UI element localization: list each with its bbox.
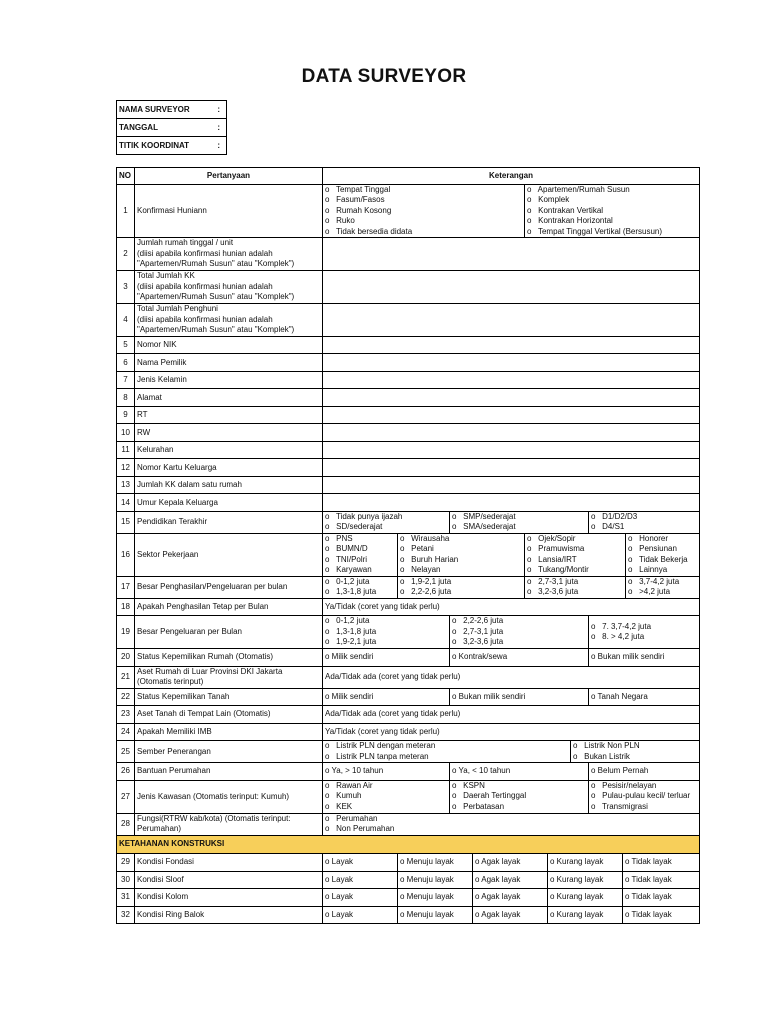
table-row [117, 371, 700, 389]
table-row [117, 494, 700, 512]
row-number: 1 [117, 185, 135, 238]
row-number: 30 [117, 871, 135, 889]
row-question: Kondisi Fondasi [135, 854, 323, 872]
row-question: Jumlah KK dalam satu rumah [135, 476, 323, 494]
table-row [117, 666, 700, 688]
option-group[interactable]: o Listrik Non PLN o Bukan Listrik [571, 741, 700, 763]
option-item[interactable]: o Agak layak [473, 906, 548, 924]
table-row [117, 336, 700, 354]
option-group[interactable]: o Tempat Tinggal o Fasum/Fasos o Rumah Kosong o Ruko o Tidak bersedia didata [323, 185, 525, 238]
row-question: Nama Pemilik [135, 354, 323, 372]
row-question: Jenis Kawasan (Otomatis terinput: Kumuh) [135, 780, 323, 813]
table-row [117, 237, 700, 270]
option-item[interactable]: o Kurang layak [548, 871, 623, 889]
row-question: Aset Rumah di Luar Provinsi DKI Jakarta (Otomatis terinput) [135, 666, 323, 688]
table-row [117, 616, 700, 649]
table-header [117, 168, 700, 185]
answer-field[interactable] [323, 424, 700, 442]
answer-field[interactable] [323, 270, 700, 303]
row-question: Apakah Memiliki IMB [135, 723, 323, 741]
row-question: Pendidikan Terakhir [135, 511, 323, 533]
answer-text[interactable]: Ada/Tidak ada (coret yang tidak perlu) [323, 706, 700, 724]
row-question: Status Kepemilikan Tanah [135, 688, 323, 706]
row-question: Sektor Pekerjaan [135, 533, 323, 576]
row-question: Sember Penerangan [135, 741, 323, 763]
row-question: Besar Penghasilan/Pengeluaran per bulan [135, 576, 323, 598]
option-item[interactable]: o Layak [323, 871, 398, 889]
row-number: 5 [117, 336, 135, 354]
row-number: 10 [117, 424, 135, 442]
answer-field[interactable] [323, 494, 700, 512]
info-label: TANGGAL : [117, 119, 227, 137]
option-item[interactable]: o Agak layak [473, 871, 548, 889]
row-question: Kondisi Kolom [135, 889, 323, 907]
answer-field[interactable] [323, 371, 700, 389]
row-question: Nomor Kartu Keluarga [135, 459, 323, 477]
row-question: Bantuan Perumahan [135, 763, 323, 781]
table-row [117, 780, 700, 813]
table-row [117, 688, 700, 706]
table-row [117, 723, 700, 741]
option-item[interactable]: o Layak [323, 889, 398, 907]
row-question: RT [135, 406, 323, 424]
row-number: 18 [117, 598, 135, 616]
option-item[interactable]: o Agak layak [473, 854, 548, 872]
row-number: 24 [117, 723, 135, 741]
option-group[interactable]: o 3,7-4,2 juta o >4,2 juta [626, 576, 700, 598]
row-question: Nomor NIK [135, 336, 323, 354]
table-row [117, 871, 700, 889]
option-group[interactable]: o Ojek/Sopir o Pramuwisma o Lansia/IRT o Tukang/Montir [525, 533, 626, 576]
info-row [117, 137, 699, 155]
row-question: Fungsi(RTRW kab/kota) (Otomatis terinput: Perumahan) [135, 813, 323, 835]
option-group[interactable]: o 2,2-2,6 juta o 2,7-3,1 juta o 3,2-3,6 juta [450, 616, 589, 649]
row-number: 7 [117, 371, 135, 389]
row-number: 8 [117, 389, 135, 407]
table-row [117, 741, 700, 763]
answer-field[interactable] [323, 336, 700, 354]
option-item[interactable]: o Menuju layak [398, 906, 473, 924]
info-label: NAMA SURVEYOR : [117, 101, 227, 119]
row-question: Apakah Penghasilan Tetap per Bulan [135, 598, 323, 616]
table-row [117, 533, 700, 576]
info-label: TITIK KOORDINAT : [117, 137, 227, 155]
row-number: 22 [117, 688, 135, 706]
info-colon: : [217, 104, 220, 114]
info-row [117, 101, 699, 119]
table-row [117, 906, 700, 924]
answer-field[interactable] [323, 354, 700, 372]
row-number: 17 [117, 576, 135, 598]
row-question: Aset Tanah di Tempat Lain (Otomatis) [135, 706, 323, 724]
table-row [117, 459, 700, 477]
option-group[interactable]: o Perumahan o Non Perumahan [323, 813, 700, 835]
table-row [117, 303, 700, 336]
row-question: Umur Kepala Keluarga [135, 494, 323, 512]
answer-field[interactable] [323, 441, 700, 459]
option-item[interactable]: o Tidak layak [623, 906, 700, 924]
option-group[interactable]: o Tidak punya ijazah o SD/sederajat [323, 511, 450, 533]
option-item[interactable]: o Belum Pernah [589, 763, 700, 781]
option-item[interactable]: o Tidak layak [623, 854, 700, 872]
table-row [117, 649, 700, 667]
section-header [117, 835, 700, 853]
option-item[interactable]: o Kurang layak [548, 854, 623, 872]
row-question: Kelurahan [135, 441, 323, 459]
row-question: Total Jumlah Penghuni (diisi apabila konfirmasi hunian adalah "Apartemen/Rumah Susun" atau "Komplek") [135, 303, 323, 336]
option-group[interactable]: o 0-1,2 juta o 1,3-1,8 juta [323, 576, 398, 598]
section-title: KETAHANAN KONSTRUKSI [117, 835, 700, 853]
table-row [117, 270, 700, 303]
construction-table [116, 853, 700, 924]
table-row [117, 813, 700, 835]
option-item[interactable]: o Kurang layak [548, 889, 623, 907]
answer-field[interactable] [323, 389, 700, 407]
row-number: 2 [117, 237, 135, 270]
option-group[interactable]: o 7. 3,7-4,2 juta o 8. > 4,2 juta [589, 616, 700, 649]
option-item[interactable]: o Menuju layak [398, 854, 473, 872]
table-row [117, 406, 700, 424]
answer-text[interactable]: Ya/Tidak (coret yang tidak perlu) [323, 598, 700, 616]
answer-text[interactable]: Ya/Tidak (coret yang tidak perlu) [323, 723, 700, 741]
option-item[interactable]: o Layak [323, 906, 398, 924]
option-group[interactable]: o KSPN o Daerah Tertinggal o Perbatasan [450, 780, 589, 813]
answer-text[interactable]: Ada/Tidak ada (coret yang tidak perlu) [323, 666, 700, 688]
row-number: 9 [117, 406, 135, 424]
header-description: Keterangan [323, 168, 700, 185]
option-group[interactable]: o Honorer o Pensiunan o Tidak Bekerja o Lainnya [626, 533, 700, 576]
table-row [117, 763, 700, 781]
info-colon: : [217, 140, 220, 150]
option-item[interactable]: o Agak layak [473, 889, 548, 907]
table-row [117, 576, 700, 598]
table-row [117, 354, 700, 372]
header-no: NO [117, 168, 135, 185]
table-row [117, 854, 700, 872]
option-item[interactable]: o Menuju layak [398, 871, 473, 889]
answer-field[interactable] [323, 459, 700, 477]
option-item[interactable]: o Milik sendiri [323, 649, 450, 667]
option-group[interactable]: o 2,7-3,1 juta o 3,2-3,6 juta [525, 576, 626, 598]
row-number: 6 [117, 354, 135, 372]
option-group[interactable]: o 0-1,2 juta o 1,3-1,8 juta o 1,9-2,1 juta [323, 616, 450, 649]
option-group[interactable]: o Apartemen/Rumah Susun o Komplek o Kontrakan Vertikal o Kontrakan Horizontal o Tempat Tinggal Vertikal (Bersusun) [525, 185, 700, 238]
answer-field[interactable] [323, 237, 700, 270]
row-number: 15 [117, 511, 135, 533]
table-row [117, 889, 700, 907]
row-number: 16 [117, 533, 135, 576]
row-number: 21 [117, 666, 135, 688]
option-item[interactable]: o Bukan milik sendiri [450, 688, 589, 706]
row-number: 25 [117, 741, 135, 763]
row-number: 13 [117, 476, 135, 494]
page-title: DATA SURVEYOR [301, 66, 467, 87]
option-item[interactable]: o Kontrak/sewa [450, 649, 589, 667]
table-row [117, 389, 700, 407]
row-number: 32 [117, 906, 135, 924]
answer-field[interactable] [323, 476, 700, 494]
option-item[interactable]: o Milik sendiri [323, 688, 450, 706]
table-row [117, 511, 700, 533]
table-row [117, 424, 700, 442]
row-question: RW [135, 424, 323, 442]
row-number: 14 [117, 494, 135, 512]
table-row [117, 706, 700, 724]
table-row [117, 441, 700, 459]
row-question: Status Kepemilikan Rumah (Otomatis) [135, 649, 323, 667]
option-group[interactable]: o SMP/sederajat o SMA/sederajat [450, 511, 589, 533]
row-number: 26 [117, 763, 135, 781]
survey-table [116, 167, 700, 854]
row-number: 4 [117, 303, 135, 336]
row-number: 11 [117, 441, 135, 459]
option-item[interactable]: o Tidak layak [623, 871, 700, 889]
option-item[interactable]: o Menuju layak [398, 889, 473, 907]
row-question: Jumlah rumah tinggal / unit (diisi apabila konfirmasi hunian adalah "Apartemen/Rumah Susun" atau "Komplek") [135, 237, 323, 270]
info-row [117, 119, 699, 137]
info-colon: : [217, 122, 220, 132]
row-question: Alamat [135, 389, 323, 407]
row-question: Kondisi Ring Balok [135, 906, 323, 924]
table-row [117, 476, 700, 494]
option-group[interactable]: o PNS o BUMN/D o TNI/Polri o Karyawan [323, 533, 398, 576]
header-question: Pertanyaan [135, 168, 323, 185]
surveyor-info-table [116, 100, 699, 155]
row-number: 19 [117, 616, 135, 649]
option-group[interactable]: o Listrik PLN dengan meteran o Listrik PLN tanpa meteran [323, 741, 571, 763]
option-item[interactable]: o Ya, < 10 tahun [450, 763, 589, 781]
option-item[interactable]: o Tanah Negara [589, 688, 700, 706]
option-group[interactable]: o Pesisir/nelayan o Pulau-pulau kecil/ terluar o Transmigrasi [589, 780, 700, 813]
table-row [117, 185, 700, 238]
row-question: Jenis Kelamin [135, 371, 323, 389]
option-group[interactable]: o 1,9-2,1 juta o 2,2-2,6 juta [398, 576, 525, 598]
answer-field[interactable] [323, 406, 700, 424]
option-item[interactable]: o Kurang layak [548, 906, 623, 924]
option-item[interactable]: o Tidak layak [623, 889, 700, 907]
option-group[interactable]: o Wirausaha o Petani o Buruh Harian o Nelayan [398, 533, 525, 576]
row-question: Kondisi Sloof [135, 871, 323, 889]
option-item[interactable]: o Ya, > 10 tahun [323, 763, 450, 781]
row-number: 27 [117, 780, 135, 813]
row-number: 29 [117, 854, 135, 872]
row-number: 12 [117, 459, 135, 477]
table-row [117, 598, 700, 616]
option-item[interactable]: o Bukan milik sendiri [589, 649, 700, 667]
row-question: Total Jumlah KK (diisi apabila konfirmasi hunian adalah "Apartemen/Rumah Susun" atau "Komplek") [135, 270, 323, 303]
answer-field[interactable] [323, 303, 700, 336]
row-question: Konfirmasi Huniann [135, 185, 323, 238]
row-number: 20 [117, 649, 135, 667]
row-number: 28 [117, 813, 135, 835]
row-question: Besar Pengeluaran per Bulan [135, 616, 323, 649]
row-number: 23 [117, 706, 135, 724]
option-item[interactable]: o Layak [323, 854, 398, 872]
option-group[interactable]: o Rawan Air o Kumuh o KEK [323, 780, 450, 813]
row-number: 3 [117, 270, 135, 303]
option-group[interactable]: o D1/D2/D3 o D4/S1 [589, 511, 700, 533]
row-number: 31 [117, 889, 135, 907]
